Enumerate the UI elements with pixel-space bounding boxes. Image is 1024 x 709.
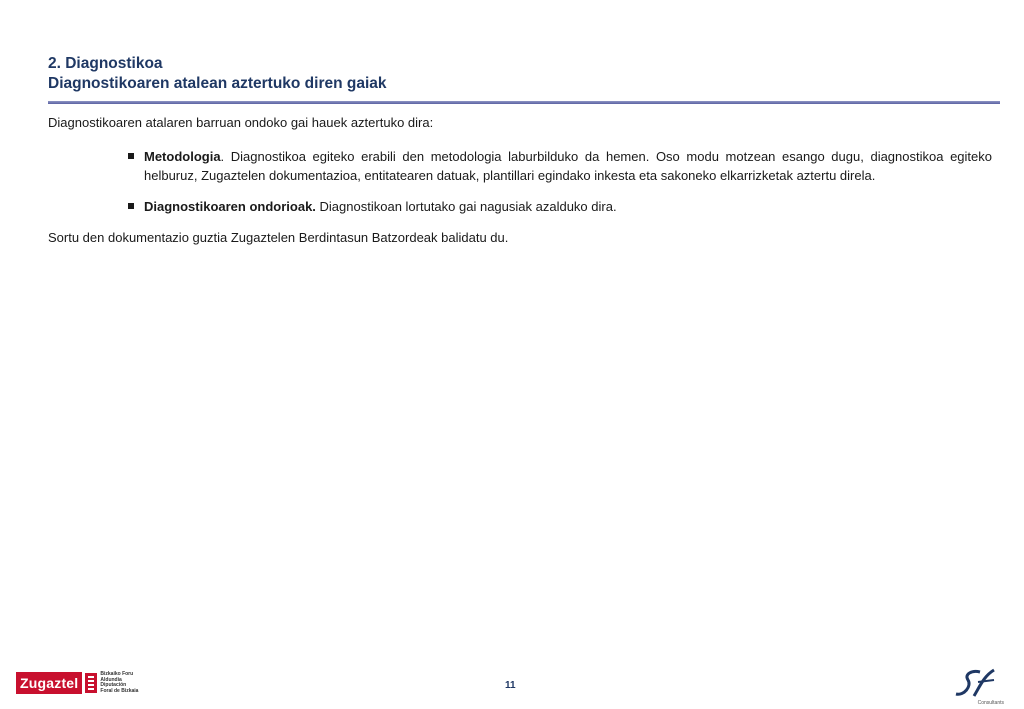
page-number: 11	[505, 680, 516, 691]
bullet-term: Diagnostikoaren ondorioak.	[144, 199, 316, 214]
slide-header	[48, 54, 387, 94]
body-content	[48, 113, 992, 247]
bullet-list	[48, 147, 992, 216]
list-item	[128, 197, 992, 216]
consultants-logo	[950, 666, 1008, 706]
zugaztel-wordmark: Zugaztel	[16, 672, 82, 694]
bullet-term: Metodologia	[144, 149, 221, 164]
list-item	[128, 147, 992, 185]
square-bullet-icon	[128, 203, 134, 209]
square-bullet-icon	[128, 153, 134, 159]
zugaztel-logo	[16, 672, 138, 694]
intro-paragraph: Diagnostikoaren atalaren barruan ondoko gai hauek aztertuko dira:	[48, 115, 434, 130]
header-divider	[48, 101, 1000, 104]
bullet-text: Diagnostikoan lortutako gai nagusiak azalduko dira.	[315, 199, 617, 214]
page-title: Diagnostikoaren atalean aztertuko diren gaiak	[48, 75, 387, 92]
bizkaia-caption: Bizkaiko Foru Aldundia Diputación Foral de Bizkaia	[100, 671, 139, 694]
section-heading: 2. Diagnostikoa	[48, 55, 163, 72]
bizkaia-emblem-icon	[85, 673, 97, 693]
sf-logo-icon	[950, 666, 1000, 700]
closing-paragraph: Sortu den dokumentazio guztia Zugaztelen Berdintasun Batzordeak balidatu du.	[48, 230, 509, 245]
logo-caption: Consultants	[977, 700, 1004, 706]
bullet-text: . Diagnostikoa egiteko erabili den metodologia laburbilduko da hemen. Oso modu motzean esango dugu, diagnostikoa egiteko helburuz, Zugaztelen dokumentazioa, entitatearen datuak, plantillari egindako inkesta eta sakoneko elkarrizketak aztertu direla.	[144, 149, 992, 183]
